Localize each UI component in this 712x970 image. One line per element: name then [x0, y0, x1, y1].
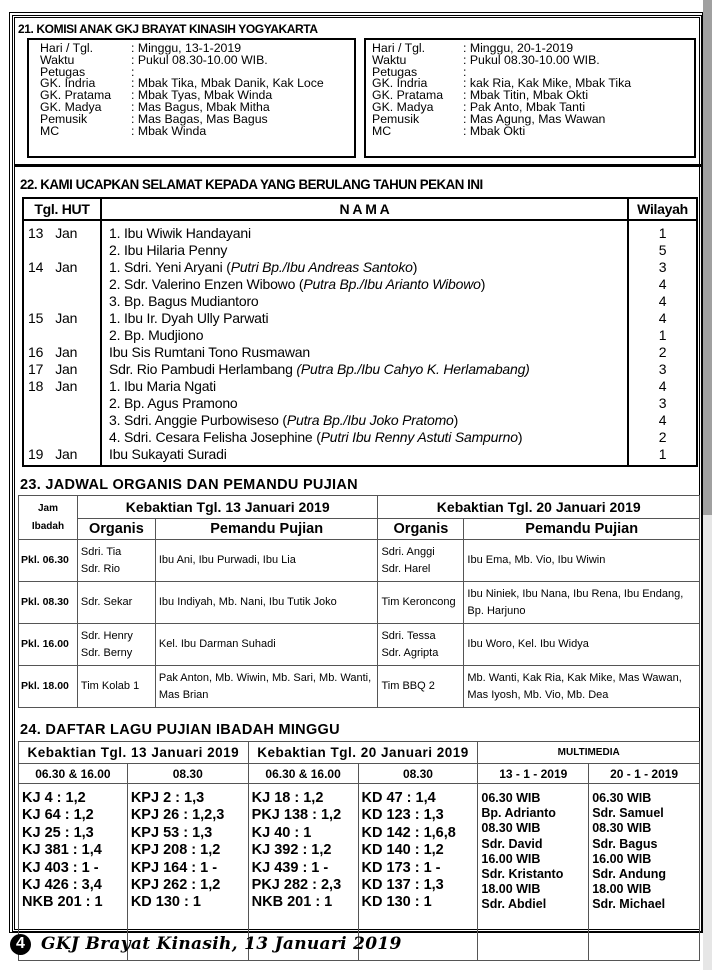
birthday-month: Jan [55, 361, 78, 377]
birthday-date [24, 225, 100, 242]
song-list-table [18, 741, 700, 961]
parent-note: Putra Bp./Ibu Joko Pratomo [286, 412, 454, 428]
birthday-day: 16 [28, 344, 44, 360]
multimedia-entry: 16.00 WIB [481, 851, 541, 866]
subheader-0: 06.30 & 16.00 [19, 764, 128, 784]
info-value: : Pukul 08.30-10.00 WIB. [131, 52, 268, 67]
info-label: Hari / Tgl. [372, 41, 426, 55]
cell-line: Bp. Harjuno [467, 604, 526, 617]
cell-line: Mb. Wanti, Kak Ria, Kak Mike, Mas Wawan, [467, 671, 682, 684]
info-box-13-jan [27, 38, 356, 158]
jam-label: Jam [37, 502, 58, 514]
header-wilayah: Wilayah [637, 201, 688, 217]
multimedia-entry: 08.30 WIB [592, 821, 652, 836]
birthday-month: Jan [55, 310, 78, 326]
song-entry: KJ 18 : 1,2 [251, 790, 324, 806]
birthday-table-header [24, 199, 696, 221]
info-value: : Mbak Winda [131, 123, 207, 138]
birthday-date [24, 378, 100, 395]
cell-line: Sdr. Agripta [381, 646, 439, 659]
info-value: : Minggu, 20-1-2019 [463, 41, 574, 55]
info-row [40, 123, 354, 138]
birthday-month: Jan [55, 225, 78, 241]
cell-line: Sdr. Henry [80, 629, 133, 642]
birthday-day: 18 [28, 378, 44, 394]
birthday-table [22, 197, 698, 467]
worship-leader-cell [155, 624, 378, 666]
person-name: 1. Sdri. Yeni Aryani ( [109, 259, 231, 275]
header-organis-2: Organis [378, 519, 464, 540]
page-number-badge: 4 [10, 934, 31, 955]
song-entry: NKB 201 : 1 [22, 894, 103, 911]
section-22-title: 22. KAMI UCAPKAN SELAMAT KEPADA YANG BERULANG TAHUN PEKAN INI [20, 176, 483, 192]
cell-line: Ibu Ani, Ibu Purwadi, Ibu Lia [158, 554, 296, 566]
organist-cell [378, 624, 464, 666]
schedule-row [19, 540, 700, 582]
birthday-date [24, 259, 100, 276]
worship-leader-cell [464, 582, 700, 624]
song-entry: KPJ 262 : 1,2 [130, 877, 221, 894]
info-label: Petugas [372, 64, 418, 79]
birthday-date [24, 395, 100, 412]
cell-line: Sdr. Sekar [80, 596, 133, 608]
song-entry: PKJ 138 : 1,2 [251, 807, 342, 824]
info-value: : [131, 64, 135, 79]
birthday-wilayah: 4 [658, 276, 667, 292]
birthday-wilayah: 1 [658, 225, 667, 241]
name-column [102, 221, 629, 465]
song-entry: KD 130 : 1 [130, 894, 201, 911]
info-label: GK. Madya [372, 99, 434, 114]
header-pemandu-1: Pemandu Pujian [155, 519, 378, 540]
service-time: Pkl. 18.00 [19, 666, 78, 708]
worship-leader-cell [155, 540, 378, 582]
birthday-day: 19 [28, 446, 44, 462]
subheader-1: 08.30 [127, 764, 248, 784]
cell-line: Pak Anton, Mb. Wiwin, Mb. Sari, Mb. Wanti, [158, 671, 372, 684]
close-paren: ) [453, 412, 459, 428]
worship-leader-cell [155, 582, 378, 624]
footer-text: GKJ Brayat Kinasih, 13 Januari 2019 [41, 934, 402, 954]
info-value: : Mas Agung, Mas Wawan [463, 111, 606, 126]
person-name: 3. Sdri. Anggie Purbowiseso ( [109, 412, 287, 428]
info-label: Hari / Tgl. [40, 41, 94, 55]
parent-note: Putri Ibu Renny Astuti Sampurno [320, 429, 518, 445]
header-songs-13-jan: Kebaktian Tgl. 13 Januari 2019 [19, 742, 249, 764]
worship-leader-cell [464, 624, 700, 666]
birthday-name [102, 293, 627, 310]
birthday-month: Jan [55, 378, 78, 394]
service-time: Pkl. 08.30 [19, 582, 78, 624]
birthday-wilayah: 2 [658, 344, 667, 360]
subheader-5: 20 - 1 - 2019 [589, 764, 700, 784]
multimedia-cell [478, 784, 589, 961]
info-value: : Mbak Titin, Mbak Okti [463, 88, 589, 103]
organist-cell [378, 582, 464, 624]
info-label: MC [372, 123, 392, 138]
birthday-wilayah: 4 [658, 310, 667, 326]
birthday-name [102, 259, 627, 276]
organist-cell [77, 666, 155, 708]
birthday-name [102, 446, 627, 463]
multimedia-entry: Sdr. Andung [592, 867, 667, 882]
cell-line: Sdri. Anggi [381, 545, 435, 558]
birthday-date [24, 446, 100, 463]
cell-line: Ibu Ema, Mb. Vio, Ibu Wiwin [467, 554, 606, 566]
person-name: 2. Bp. Mudjiono [109, 327, 204, 343]
birthday-name [102, 276, 627, 293]
song-entry: KPJ 26 : 1,2,3 [130, 807, 225, 824]
birthday-name [102, 361, 627, 378]
header-name: N A M A [102, 199, 629, 219]
close-paren: ) [412, 259, 418, 275]
header-date: Tgl. HUT [24, 199, 102, 219]
song-entry: KD 47 : 1,4 [361, 790, 436, 806]
info-label: Pemusik [40, 111, 88, 126]
wilayah-column [629, 221, 696, 465]
song-entry: KJ 392 : 1,2 [251, 842, 332, 859]
multimedia-entry: Sdr. David [481, 836, 543, 851]
info-value: : Mas Bagas, Mas Bagus [131, 111, 268, 126]
schedule-row [19, 624, 700, 666]
organist-schedule-table [18, 495, 700, 708]
info-value: : Minggu, 13-1-2019 [131, 41, 242, 55]
song-entry: PKJ 282 : 2,3 [251, 877, 342, 894]
cell-line: Ibu Indiyah, Mb. Nani, Ibu Tutik Joko [158, 596, 337, 608]
organist-cell [77, 624, 155, 666]
person-name: Ibu Sis Rumtani Tono Rusmawan [109, 344, 310, 360]
birthday-name [102, 344, 627, 361]
info-value: : Mbak Okti [463, 123, 526, 138]
subheader-2: 06.30 & 16.00 [248, 764, 358, 784]
info-value: : Mbak Tyas, Mbak Winda [131, 88, 273, 103]
multimedia-entry: Sdr. Abdiel [481, 897, 547, 912]
song-entry: KD 137 : 1,3 [361, 877, 444, 894]
song-entry: KJ 403 : 1 - [22, 859, 99, 876]
section-divider [14, 164, 702, 167]
multimedia-entry: 18.00 WIB [592, 882, 652, 897]
song-entry: KJ 4 : 1,2 [22, 790, 86, 806]
song-entry: KJ 25 : 1,3 [22, 824, 94, 841]
birthday-day: 17 [28, 361, 44, 377]
song-entry: KJ 381 : 1,4 [22, 842, 102, 859]
song-entry: KPJ 208 : 1,2 [130, 842, 221, 859]
info-box-20-jan [364, 38, 696, 158]
multimedia-entry: Sdr. Kristanto [481, 867, 564, 882]
person-name: 3. Bp. Bagus Mudiantoro [109, 293, 259, 309]
info-row [372, 52, 694, 67]
info-row [40, 52, 354, 67]
song-entry: KPJ 53 : 1,3 [130, 824, 213, 841]
cell-line: Sdr. Berny [80, 646, 133, 659]
birthday-month: Jan [55, 259, 78, 275]
info-label: Waktu [40, 52, 75, 67]
birthday-wilayah: 3 [658, 395, 667, 411]
song-entry: KD 142 : 1,6,8 [361, 824, 456, 841]
cell-line: Sdr. Harel [381, 562, 431, 575]
birthday-wilayah: 1 [658, 327, 667, 343]
birthday-name [102, 310, 627, 327]
birthday-name [102, 327, 627, 344]
info-label: GK. Indria [372, 76, 428, 91]
organist-cell [378, 666, 464, 708]
multimedia-entry: Sdr. Bagus [592, 836, 658, 851]
birthday-date [24, 327, 100, 344]
multimedia-entry: 18.00 WIB [481, 882, 541, 897]
birthday-name [102, 378, 627, 395]
header-songs-20-jan: Kebaktian Tgl. 20 Januari 2019 [248, 742, 478, 764]
birthday-name [102, 412, 627, 429]
song-entry: KD 123 : 1,3 [361, 807, 444, 824]
cell-line: Ibu Niniek, Ibu Nana, Ibu Rena, Ibu Endang, [467, 587, 684, 600]
info-value: : Pak Anto, Mbak Tanti [463, 99, 586, 114]
info-label: GK. Indria [40, 76, 96, 91]
song-entry: KD 130 : 1 [361, 894, 432, 911]
info-label: Waktu [372, 52, 407, 67]
cell-line: Ibu Woro, Kel. Ibu Widya [467, 638, 589, 650]
person-name: Sdr. Rio Pambudi Herlambang [109, 361, 297, 377]
multimedia-entry: 16.00 WIB [592, 851, 652, 866]
subheader-4: 13 - 1 - 2019 [478, 764, 589, 784]
service-time: Pkl. 16.00 [19, 624, 78, 666]
song-entry: KD 140 : 1,2 [361, 842, 444, 859]
info-label: MC [40, 123, 60, 138]
song-entry: KJ 439 : 1 - [251, 859, 329, 876]
birthday-wilayah: 2 [658, 429, 667, 445]
person-name: 1. Ibu Maria Ngati [109, 378, 216, 394]
birthday-date [24, 344, 100, 361]
multimedia-entry: 08.30 WIB [481, 821, 541, 836]
header-service-20-jan: Kebaktian Tgl. 20 Januari 2019 [378, 496, 700, 519]
worship-leader-cell [464, 666, 700, 708]
parent-note: Putri Bp./Ibu Andreas Santoko [230, 259, 413, 275]
cell-line: Sdri. Tessa [381, 629, 436, 642]
person-name: 1. Ibu Wiwik Handayani [109, 225, 251, 241]
organist-cell [77, 582, 155, 624]
song-entry: KD 173 : 1 - [361, 859, 441, 876]
ibadah-label: Ibadah [31, 520, 65, 532]
worship-leader-cell [464, 540, 700, 582]
multimedia-entry: 06.30 WIB [481, 791, 541, 805]
info-value: : Mbak Tika, Mbak Danik, Kak Loce [131, 76, 324, 91]
birthday-name [102, 242, 627, 259]
birthday-wilayah: 4 [658, 412, 667, 428]
info-label: Petugas [40, 64, 86, 79]
schedule-row [19, 666, 700, 708]
birthday-wilayah: 3 [658, 361, 667, 377]
birthday-table-body [24, 221, 696, 465]
header-multimedia: MULTIMEDIA [478, 742, 700, 764]
birthday-date [24, 429, 100, 446]
cell-line: Sdri. Tia [80, 545, 122, 558]
song-entry: KJ 64 : 1,2 [22, 807, 94, 824]
section-23-title: 23. JADWAL ORGANIS DAN PEMANDU PUJIAN [20, 477, 358, 493]
birthday-date [24, 276, 100, 293]
person-name: 2. Bp. Agus Pramono [109, 395, 238, 411]
multimedia-entry: Bp. Adrianto [481, 806, 556, 821]
birthday-date [24, 412, 100, 429]
cell-line: Tim Keroncong [381, 596, 456, 608]
info-value: : Pukul 08.30-10.00 WIB. [463, 52, 600, 67]
cell-line: Tim Kolab 1 [80, 680, 140, 692]
info-row [372, 111, 694, 126]
schedule-row [19, 582, 700, 624]
song-entry: NKB 201 : 1 [251, 894, 333, 911]
person-name: 1. Ibu Ir. Dyah Ully Parwati [109, 310, 269, 326]
info-label: GK. Pratama [372, 88, 444, 103]
birthday-name [102, 395, 627, 412]
birthday-day: 15 [28, 310, 44, 326]
cell-line: Mas Brian [158, 688, 209, 701]
header-service-13-jan: Kebaktian Tgl. 13 Januari 2019 [77, 496, 378, 519]
organist-cell [77, 540, 155, 582]
birthday-wilayah: 4 [658, 378, 667, 394]
person-name: 4. Sdri. Cesara Felisha Josephine ( [109, 429, 321, 445]
birthday-date [24, 310, 100, 327]
song-entry: KJ 40 : 1 [251, 824, 312, 841]
info-value: : [463, 64, 467, 79]
multimedia-entry: Sdr. Michael [592, 897, 666, 912]
song-entry: KJ 426 : 3,4 [22, 877, 102, 894]
multimedia-entry: Sdr. Samuel [592, 806, 664, 821]
song-entry: KPJ 164 : 1 - [130, 859, 218, 876]
multimedia-cell [589, 784, 700, 961]
info-label: Pemusik [372, 111, 420, 126]
parent-note: Putra Bp./Ibu Arianto Wibowo [303, 276, 481, 292]
parent-note: (Putra Bp./Ibu Cahyo K. Herlamabang) [296, 361, 530, 377]
birthday-month: Jan [55, 446, 78, 462]
cell-line: Sdr. Rio [80, 562, 121, 575]
birthday-day: 14 [28, 259, 44, 275]
birthday-date [24, 242, 100, 259]
subheader-3: 08.30 [358, 764, 478, 784]
scrollbar-thumb[interactable] [703, 0, 712, 515]
worship-leader-cell [155, 666, 378, 708]
section-24-title: 24. DAFTAR LAGU PUJIAN IBADAH MINGGU [20, 722, 340, 738]
multimedia-entry: 06.30 WIB [592, 791, 652, 805]
birthday-date [24, 361, 100, 378]
info-value: : kak Ria, Kak Mike, Mbak Tika [463, 76, 632, 91]
person-name: Ibu Sukayati Suradi [109, 446, 227, 462]
info-label: GK. Pratama [40, 88, 112, 103]
cell-line: Mas Iyosh, Mb. Vio, Mb. Dea [467, 688, 609, 701]
cell-line: Kel. Ibu Darman Suhadi [158, 638, 276, 650]
header-jam-ibadah [19, 496, 78, 540]
birthday-wilayah: 1 [658, 446, 667, 462]
date-column [24, 221, 102, 465]
close-paren: ) [517, 429, 523, 445]
person-name: 2. Ibu Hilaria Penny [109, 242, 228, 258]
close-paren: ) [480, 276, 486, 292]
header-pemandu-2: Pemandu Pujian [464, 519, 700, 540]
organist-cell [378, 540, 464, 582]
person-name: 2. Sdr. Valerino Enzen Wibowo ( [109, 276, 304, 292]
birthday-name [102, 225, 627, 242]
section-21-title: 21. KOMISI ANAK GKJ BRAYAT KINASIH YOGYAKARTA [18, 22, 318, 36]
cell-line: Tim BBQ 2 [381, 680, 435, 692]
info-label: GK. Madya [40, 99, 102, 114]
song-entry: KPJ 2 : 1,3 [130, 790, 205, 806]
birthday-wilayah: 3 [658, 259, 667, 275]
info-value: : Mas Bagus, Mbak Mitha [131, 99, 270, 114]
header-organis-1: Organis [77, 519, 155, 540]
birthday-month: Jan [55, 344, 78, 360]
birthday-date [24, 293, 100, 310]
birthday-day: 13 [28, 225, 44, 241]
service-time: Pkl. 06.30 [19, 540, 78, 582]
birthday-wilayah: 5 [658, 242, 667, 258]
birthday-name [102, 429, 627, 446]
birthday-wilayah: 4 [658, 293, 667, 309]
info-row [372, 123, 694, 138]
page-footer [10, 932, 402, 956]
